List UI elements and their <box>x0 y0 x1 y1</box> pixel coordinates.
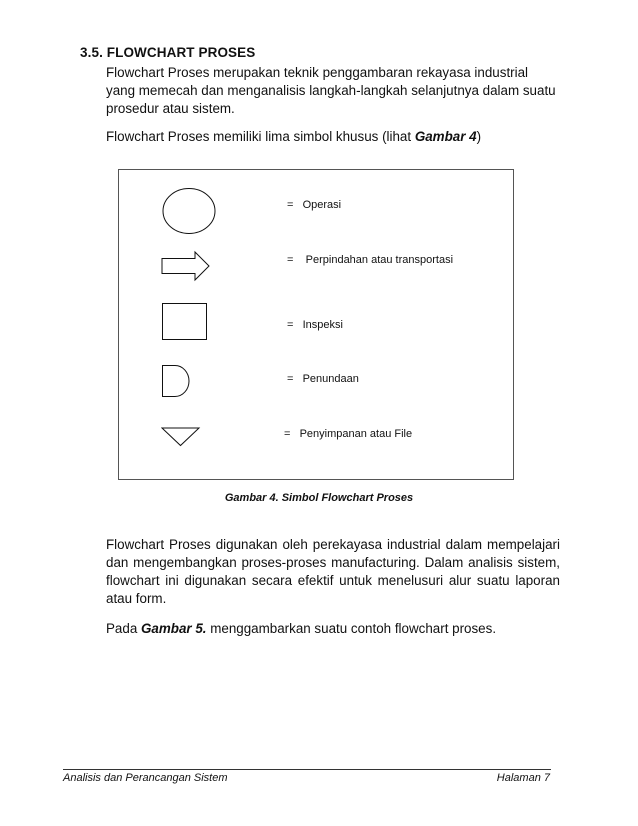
d-shape-icon <box>162 365 192 397</box>
footer-page-number: Halaman 7 <box>496 772 550 784</box>
section-heading: 3.5. FLOWCHART PROSES <box>80 45 256 60</box>
triangle-down-icon <box>161 427 201 447</box>
example-suffix: menggambarkan suatu contoh flowchart proses. <box>206 621 497 636</box>
symbols-sentence-suffix: ) <box>476 129 482 144</box>
footer-divider <box>63 769 551 770</box>
symbol-label-inspeksi: = Inspeksi <box>287 319 343 331</box>
circle-icon <box>161 187 217 235</box>
example-sentence <box>106 620 560 638</box>
intro-paragraph: Flowchart Proses merupakan teknik penggambaran rekayasa industrial yang memecah dan menganalisis langkah-langkah selanjutnya dalam suatu prosedur atau sistem. <box>106 65 556 116</box>
body-paragraph: Flowchart Proses digunakan oleh perekayasa industrial dalam mempelajari dan mengembangkan proses-proses manufacturing. Dalam analisis sistem, flowchart ini digunakan secara efektif untuk menelusuri alur suatu laporan atau form. <box>106 537 560 606</box>
example-figure-reference: Gambar 5. <box>141 621 207 636</box>
symbol-label-penyimpanan: = Penyimpanan atau File <box>284 428 413 440</box>
symbols-sentence-prefix: Flowchart Proses memiliki lima simbol khusus (lihat <box>106 129 415 144</box>
figure-caption: Gambar 4. Simbol Flowchart Proses <box>224 492 414 504</box>
symbol-label-operasi: = Operasi <box>287 199 342 211</box>
square-icon <box>162 303 208 341</box>
symbol-label-perpindahan: = Perpindahan atau transportasi <box>287 254 454 266</box>
example-prefix: Pada <box>106 621 141 636</box>
flowchart-symbols-figure <box>118 169 514 480</box>
footer-document-title: Analisis dan Perancangan Sistem <box>63 772 228 784</box>
symbols-sentence <box>106 128 556 146</box>
arrow-right-icon <box>161 250 211 282</box>
symbol-label-penundaan: = Penundaan <box>287 373 359 385</box>
figure-reference: Gambar 4 <box>414 129 477 144</box>
